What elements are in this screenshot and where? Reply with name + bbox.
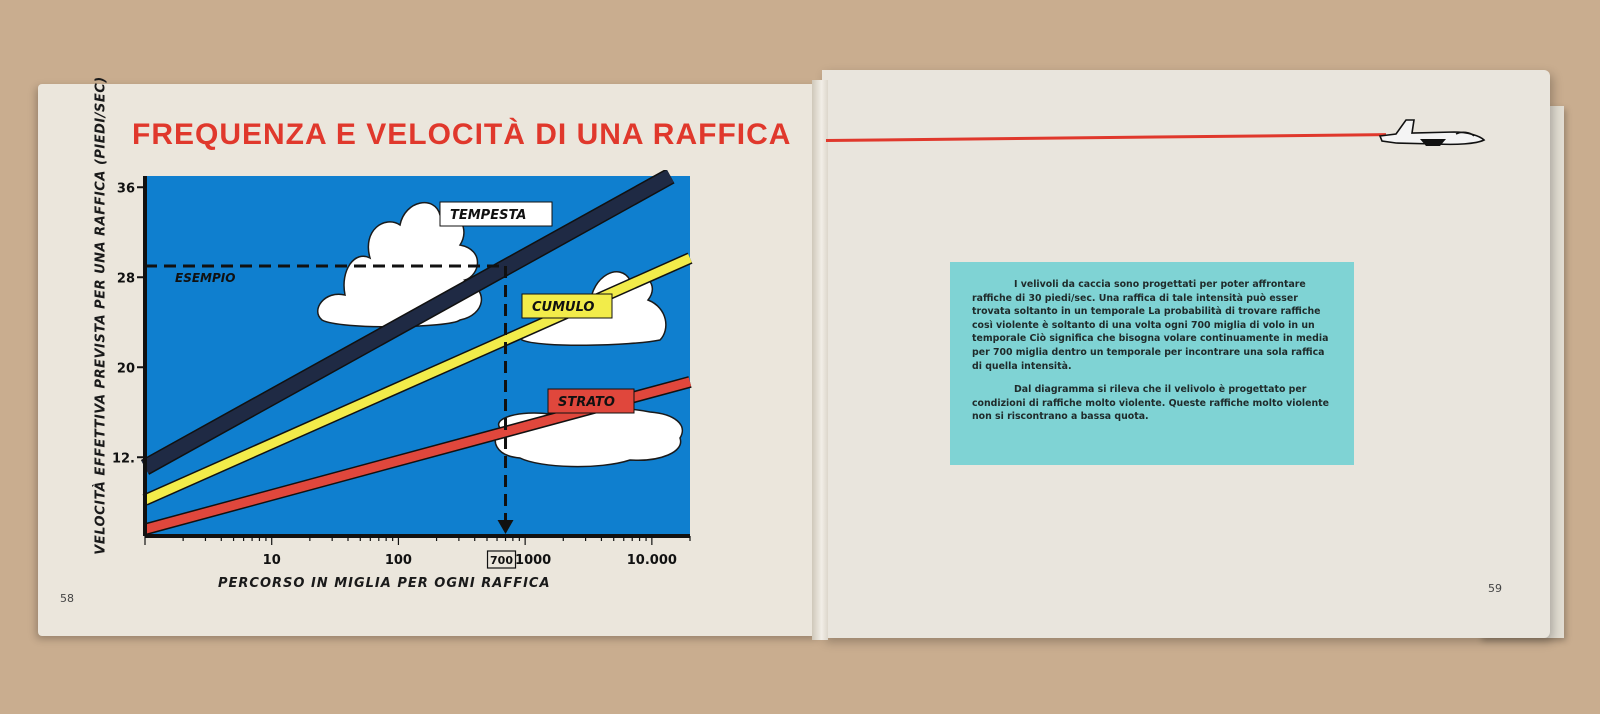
page-number-left: 58 <box>60 592 74 605</box>
series-label-cumulo: CUMULO <box>532 300 595 315</box>
y-tick-label-28: 28 <box>116 271 135 287</box>
jet-aircraft-icon <box>1376 114 1488 154</box>
y-tick-label-36: 36 <box>116 181 135 197</box>
stratus-cloud-icon <box>495 408 682 467</box>
info-paragraph-1: I velivoli da caccia sono progettati per poter affrontare raffiche di 30 piedi/sec. Una raffica di tale intensità può esser trovata soltanto in un temporale La probabilità di trovare raffiche così violente è soltanto di una volta ogni 700 miglia di volo in un temporale Ciò significa che bisogna volare continuamente in media per 700 miglia dentro un temporale per incontrare una sola raffica di quella intensità. <box>972 279 1329 372</box>
info-paragraph-2: Dal diagramma si rileva che il velivolo è progettato per condizioni di raffiche molto violente. Queste raffiche molto violente non si riscontrano a bassa quota. <box>972 384 1329 423</box>
x-tick-label-10: 10 <box>262 553 281 568</box>
book-spine <box>812 80 828 640</box>
x-tick-label-10000: 10.000 <box>626 553 677 568</box>
y-axis-label: VELOCITÀ EFFETTIVA PREVISTA PER UNA RAFFICA (PIEDI/SEC) <box>93 75 109 555</box>
gust-chart <box>100 170 700 590</box>
series-label-tempesta: TEMPESTA <box>450 208 527 223</box>
page-number-right: 59 <box>1488 582 1502 595</box>
x-axis-label: PERCORSO IN MIGLIA PER OGNI RAFFICA <box>218 576 551 591</box>
y-tick-label-12: 12. <box>111 451 135 467</box>
chart-title: FREQUENZA E VELOCITÀ DI UNA RAFFICA <box>132 118 792 151</box>
x-tick-label-100: 100 <box>384 553 412 568</box>
x-tick-label-700: 700 <box>490 554 513 567</box>
y-tick-label-20: 20 <box>116 361 135 377</box>
annotation-esempio: ESEMPIO <box>175 271 236 285</box>
x-tick-label-1000: 1000 <box>515 553 552 568</box>
info-text-box <box>950 262 1354 465</box>
series-label-strato: STRATO <box>558 395 615 410</box>
